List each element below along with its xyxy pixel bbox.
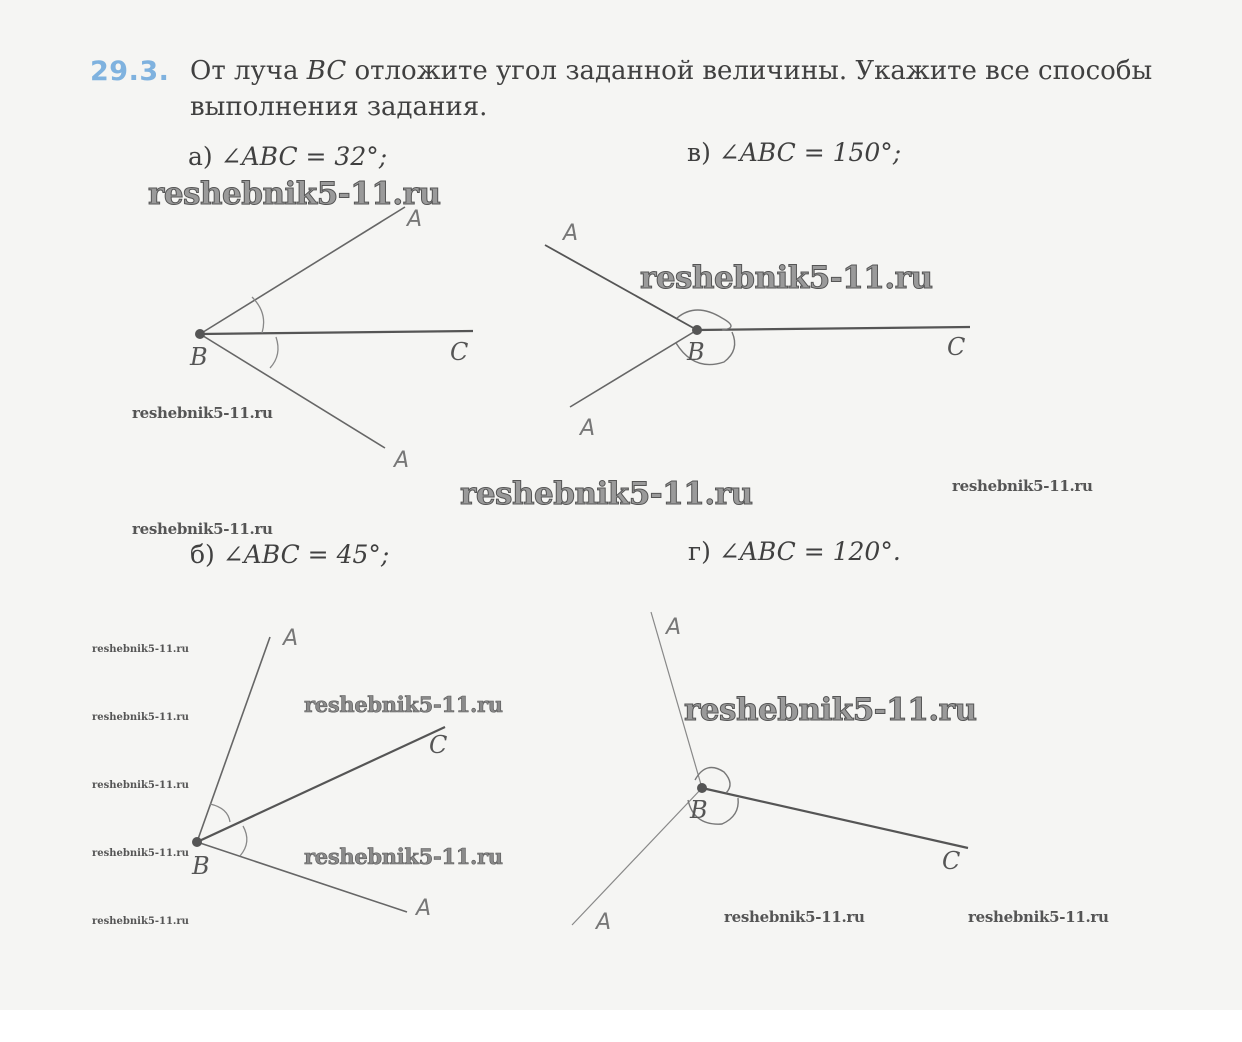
label-a-lower-g: A <box>596 910 612 935</box>
ray-bc-g <box>702 788 968 848</box>
label-a-lower-b: A <box>416 896 432 921</box>
watermark: reshebnik5-11.ru <box>132 404 273 422</box>
label-a-upper-g: A <box>666 615 682 640</box>
watermark: reshebnik5-11.ru <box>148 176 441 212</box>
part-b-expr: ∠ABC = 45°; <box>222 540 390 569</box>
watermark: reshebnik5-11.ru <box>92 848 189 859</box>
ray-bc-b <box>197 727 448 842</box>
watermark: reshebnik5-11.ru <box>304 844 503 869</box>
point-b-a <box>195 329 205 339</box>
watermark: reshebnik5-11.ru <box>304 692 503 717</box>
watermark: reshebnik5-11.ru <box>132 520 273 538</box>
watermark: reshebnik5-11.ru <box>952 477 1093 495</box>
watermark: reshebnik5-11.ru <box>92 780 189 791</box>
ray-ba-lower-g <box>572 788 702 925</box>
label-b-b: B <box>192 852 210 880</box>
watermark: reshebnik5-11.ru <box>640 260 933 296</box>
ray-bc-v <box>697 327 970 330</box>
drawing-a <box>189 207 473 473</box>
arc-upper-a <box>252 297 264 333</box>
watermark: reshebnik5-11.ru <box>92 712 189 723</box>
label-b-v: B <box>687 338 705 366</box>
part-g-expr: ∠ABC = 120°. <box>718 537 901 566</box>
watermark: reshebnik5-11.ru <box>684 692 977 728</box>
part-b: б) ∠ABC = 45°; <box>190 540 390 569</box>
label-a-lower-a: A <box>394 448 410 473</box>
ray-ba-lower-a <box>200 334 385 448</box>
label-a-upper-v: A <box>563 221 579 246</box>
part-v-expr: ∠ABC = 150°; <box>718 138 902 167</box>
label-c-a: C <box>450 338 469 366</box>
part-g: г) ∠ABC = 120°. <box>688 537 901 566</box>
drawing-b <box>191 626 447 921</box>
ray-ba-upper-b <box>197 637 270 842</box>
label-c-b: C <box>429 731 448 759</box>
part-a-expr: ∠ABC = 32°; <box>220 142 388 171</box>
part-a: а) ∠ABC = 32°; <box>188 142 388 171</box>
part-v: в) ∠ABC = 150°; <box>687 138 902 167</box>
ray-ba-upper-a <box>200 207 405 334</box>
arc-upper-v <box>677 310 731 330</box>
problem-number: 29.3. <box>90 56 170 87</box>
point-b-v <box>692 325 702 335</box>
problem-text-line2: выполнения задания. <box>190 92 488 122</box>
arc-upper-b <box>210 804 230 822</box>
drawing-g <box>572 612 968 935</box>
ray-bc-a <box>200 331 473 334</box>
point-b-g <box>697 783 707 793</box>
label-a-lower-v: A <box>580 416 596 441</box>
watermark: reshebnik5-11.ru <box>460 476 753 512</box>
arc-lower-b <box>240 826 247 856</box>
arc-lower-a <box>270 337 278 368</box>
ray-ba-lower-v <box>570 330 697 407</box>
text-pre: От луча <box>190 56 307 86</box>
ray-name: BC <box>306 56 347 86</box>
label-c-v: C <box>947 333 966 361</box>
label-b-g: B <box>690 796 708 824</box>
label-b-a: B <box>190 343 208 371</box>
watermark: reshebnik5-11.ru <box>968 908 1109 926</box>
watermark: reshebnik5-11.ru <box>92 644 189 655</box>
watermark: reshebnik5-11.ru <box>92 916 189 927</box>
label-a-upper-a: A <box>407 207 423 232</box>
label-c-g: C <box>942 847 961 875</box>
text-post: отложите угол заданной величины. Укажите все способы <box>346 56 1153 86</box>
drawing-v <box>545 221 970 441</box>
label-a-upper-b: A <box>283 626 299 651</box>
point-b-b <box>192 837 202 847</box>
watermark: reshebnik5-11.ru <box>724 908 865 926</box>
